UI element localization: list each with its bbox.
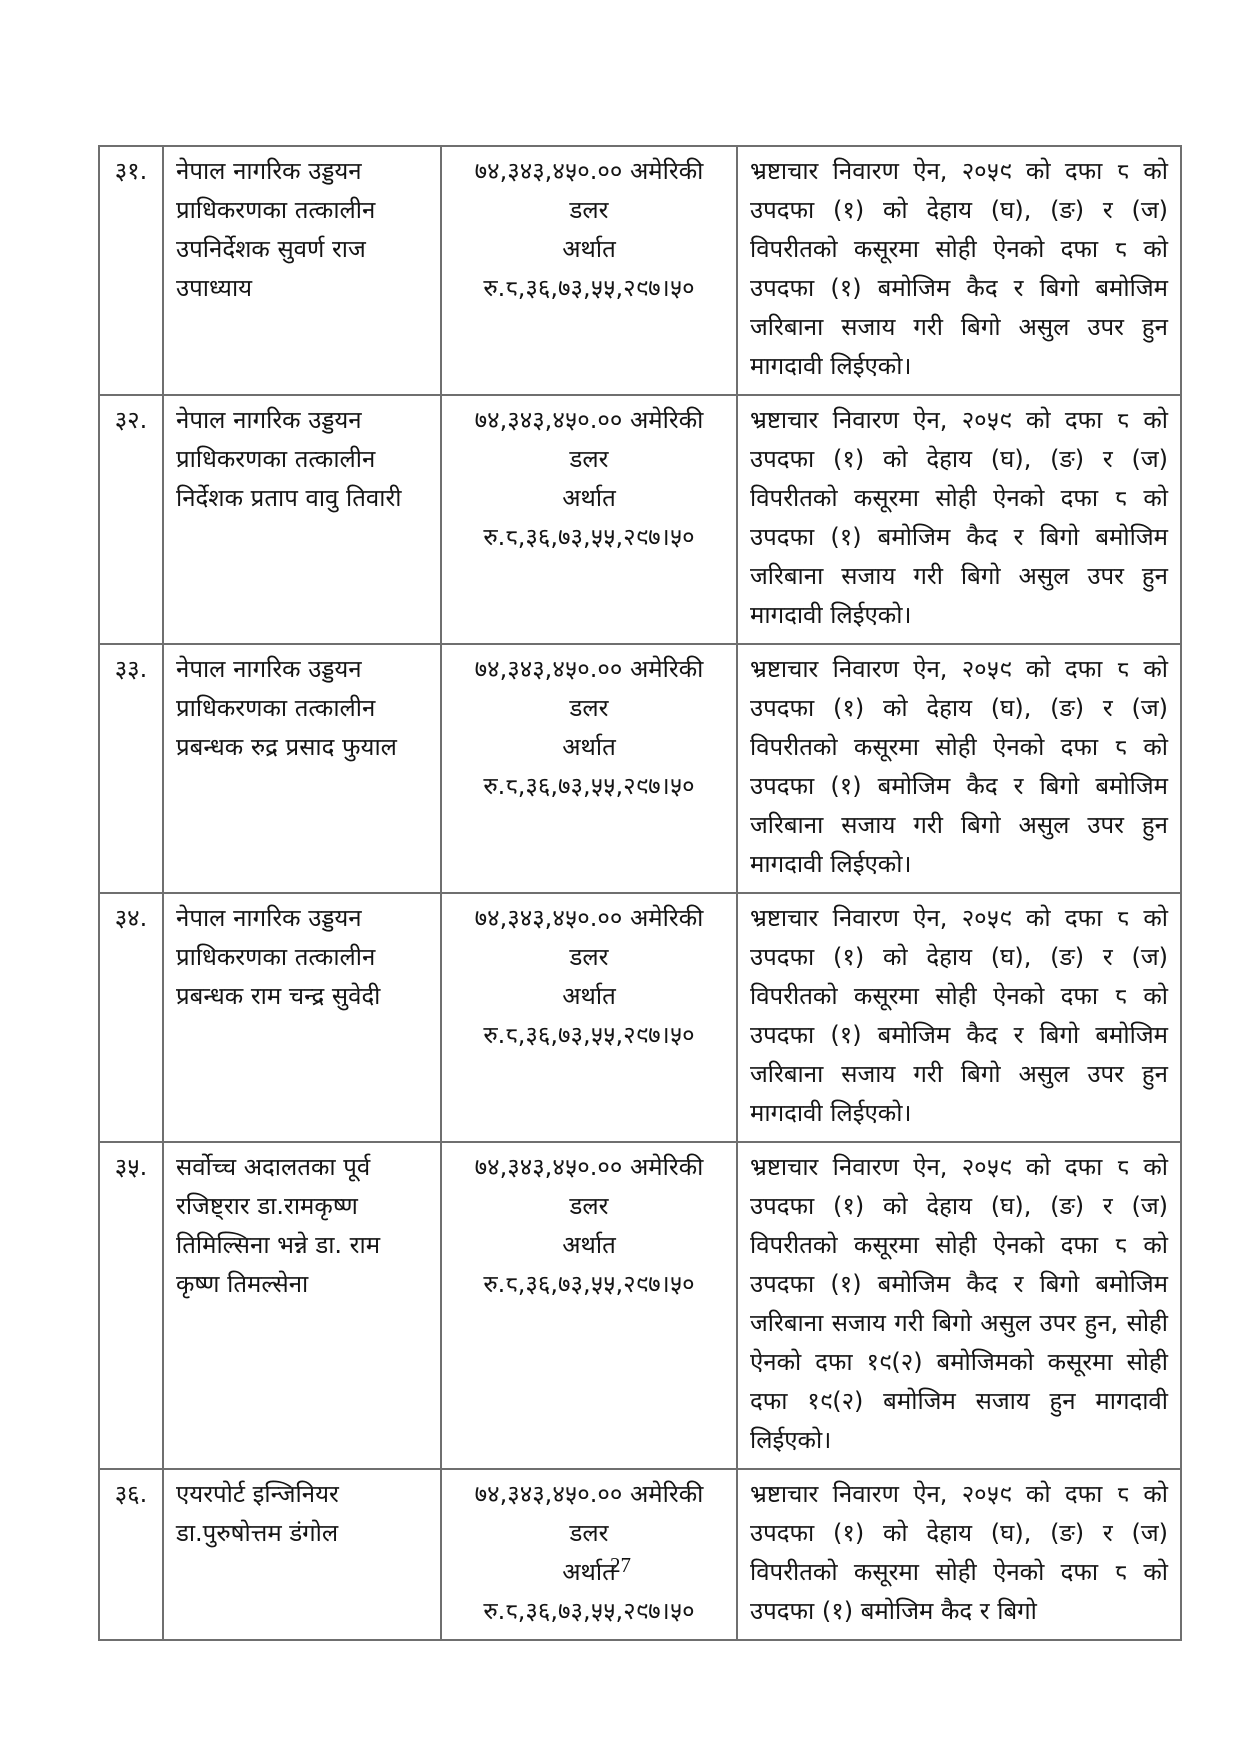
charge-cell: भ्रष्टाचार निवारण ऐन, २०५९ को दफा ८ को उपदफा (१) को देहाय (घ), (ङ) र (ज) विपरीतको कसूरमा सोही ऐनको दफा ८ को उपदफा (१) बमोजिम कैद र बिगो बमोजिम जरिबाना सजाय गरी बिगो असुल उपर हुन मागदावी लिईएको। <box>737 395 1181 644</box>
amount-npr: रु.८,३६,७३,५५,२९७।५० <box>483 1270 695 1298</box>
charge-cell: भ्रष्टाचार निवारण ऐन, २०५९ को दफा ८ को उपदफा (१) को देहाय (घ), (ङ) र (ज) विपरीतको कसूरमा सोही ऐनको दफा ८ को उपदफा (१) बमोजिम कैद र बिगो <box>737 1469 1181 1640</box>
amount-npr: रु.८,३६,७३,५५,२९७।५० <box>483 274 695 302</box>
table-row <box>99 1142 1181 1469</box>
amount-cell <box>441 644 737 893</box>
serial-cell: ३२. <box>99 395 163 644</box>
charge-cell: भ्रष्टाचार निवारण ऐन, २०५९ को दफा ८ को उपदफा (१) को देहाय (घ), (ङ) र (ज) विपरीतको कसूरमा सोही ऐनको दफा ८ को उपदफा (१) बमोजिम कैद र बिगो बमोजिम जरिबाना सजाय गरी बिगो असुल उपर हुन, सोही ऐनको दफा १९(२) बमोजिमको कसूरमा सोही दफा १९(२) बमोजिम सजाय हुन मागदावी लिईएको। <box>737 1142 1181 1469</box>
serial-cell: ३५. <box>99 1142 163 1469</box>
amount-connector: अर्थात <box>562 733 616 761</box>
amount-cell <box>441 395 737 644</box>
amount-cell <box>441 1142 737 1469</box>
amount-npr: रु.८,३६,७३,५५,२९७।५० <box>483 772 695 800</box>
serial-cell: ३१. <box>99 146 163 395</box>
defendant-name-cell: नेपाल नागरिक उड्डयन प्राधिकरणका तत्कालीन प्रबन्धक राम चन्द्र सुवेदी <box>163 893 441 1142</box>
amount-connector: अर्थात <box>562 982 616 1010</box>
amount-npr: रु.८,३६,७३,५५,२९७।५० <box>483 523 695 551</box>
charge-cell: भ्रष्टाचार निवारण ऐन, २०५९ को दफा ८ को उपदफा (१) को देहाय (घ), (ङ) र (ज) विपरीतको कसूरमा सोही ऐनको दफा ८ को उपदफा (१) बमोजिम कैद र बिगो बमोजिम जरिबाना सजाय गरी बिगो असुल उपर हुन मागदावी लिईएको। <box>737 146 1181 395</box>
table-row <box>99 146 1181 395</box>
page-number: 27 <box>610 1553 631 1577</box>
amount-usd: ७४,३४३,४५०.०० अमेरिकी डलर <box>474 1153 704 1220</box>
defendant-name-cell: एयरपोर्ट इन्जिनियर डा.पुरुषोत्तम डंगोल <box>163 1469 441 1640</box>
defendant-name-cell: नेपाल नागरिक उड्डयन प्राधिकरणका तत्कालीन निर्देशक प्रताप वावु तिवारी <box>163 395 441 644</box>
amount-connector: अर्थात <box>562 1231 616 1259</box>
amount-usd: ७४,३४३,४५०.०० अमेरिकी डलर <box>474 904 704 971</box>
serial-cell: ३३. <box>99 644 163 893</box>
amount-connector: अर्थात <box>562 484 616 512</box>
amount-cell <box>441 893 737 1142</box>
defendant-name-cell: सर्वोच्च अदालतका पूर्व रजिष्ट्रार डा.रामकृष्ण तिमिल्सिना भन्ने डा. राम कृष्ण तिमल्सेना <box>163 1142 441 1469</box>
charge-cell: भ्रष्टाचार निवारण ऐन, २०५९ को दफा ८ को उपदफा (१) को देहाय (घ), (ङ) र (ज) विपरीतको कसूरमा सोही ऐनको दफा ८ को उपदफा (१) बमोजिम कैद र बिगो बमोजिम जरिबाना सजाय गरी बिगो असुल उपर हुन मागदावी लिईएको। <box>737 644 1181 893</box>
charge-cell: भ्रष्टाचार निवारण ऐन, २०५९ को दफा ८ को उपदफा (१) को देहाय (घ), (ङ) र (ज) विपरीतको कसूरमा सोही ऐनको दफा ८ को उपदफा (१) बमोजिम कैद र बिगो बमोजिम जरिबाना सजाय गरी बिगो असुल उपर हुन मागदावी लिईएको। <box>737 893 1181 1142</box>
amount-usd: ७४,३४३,४५०.०० अमेरिकी डलर <box>474 406 704 473</box>
defendant-name-cell: नेपाल नागरिक उड्डयन प्राधिकरणका तत्कालीन प्रबन्धक रुद्र प्रसाद फुयाल <box>163 644 441 893</box>
defendant-name-cell: नेपाल नागरिक उड्डयन प्राधिकरणका तत्कालीन उपनिर्देशक सुवर्ण राज उपाध्याय <box>163 146 441 395</box>
amount-npr: रु.८,३६,७३,५५,२९७।५० <box>483 1597 695 1625</box>
table-row <box>99 644 1181 893</box>
serial-cell: ३६. <box>99 1469 163 1640</box>
amount-usd: ७४,३४३,४५०.०० अमेरिकी डलर <box>474 655 704 722</box>
serial-cell: ३४. <box>99 893 163 1142</box>
table-row <box>99 395 1181 644</box>
corruption-cases-table <box>98 145 1182 1641</box>
amount-npr: रु.८,३६,७३,५५,२९७।५० <box>483 1021 695 1049</box>
table-row <box>99 893 1181 1142</box>
amount-cell <box>441 146 737 395</box>
amount-usd: ७४,३४३,४५०.०० अमेरिकी डलर <box>474 157 704 224</box>
amount-connector: अर्थात <box>562 235 616 263</box>
amount-connector: अर्थात <box>562 1558 616 1586</box>
amount-usd: ७४,३४३,४५०.०० अमेरिकी डलर <box>474 1480 704 1547</box>
